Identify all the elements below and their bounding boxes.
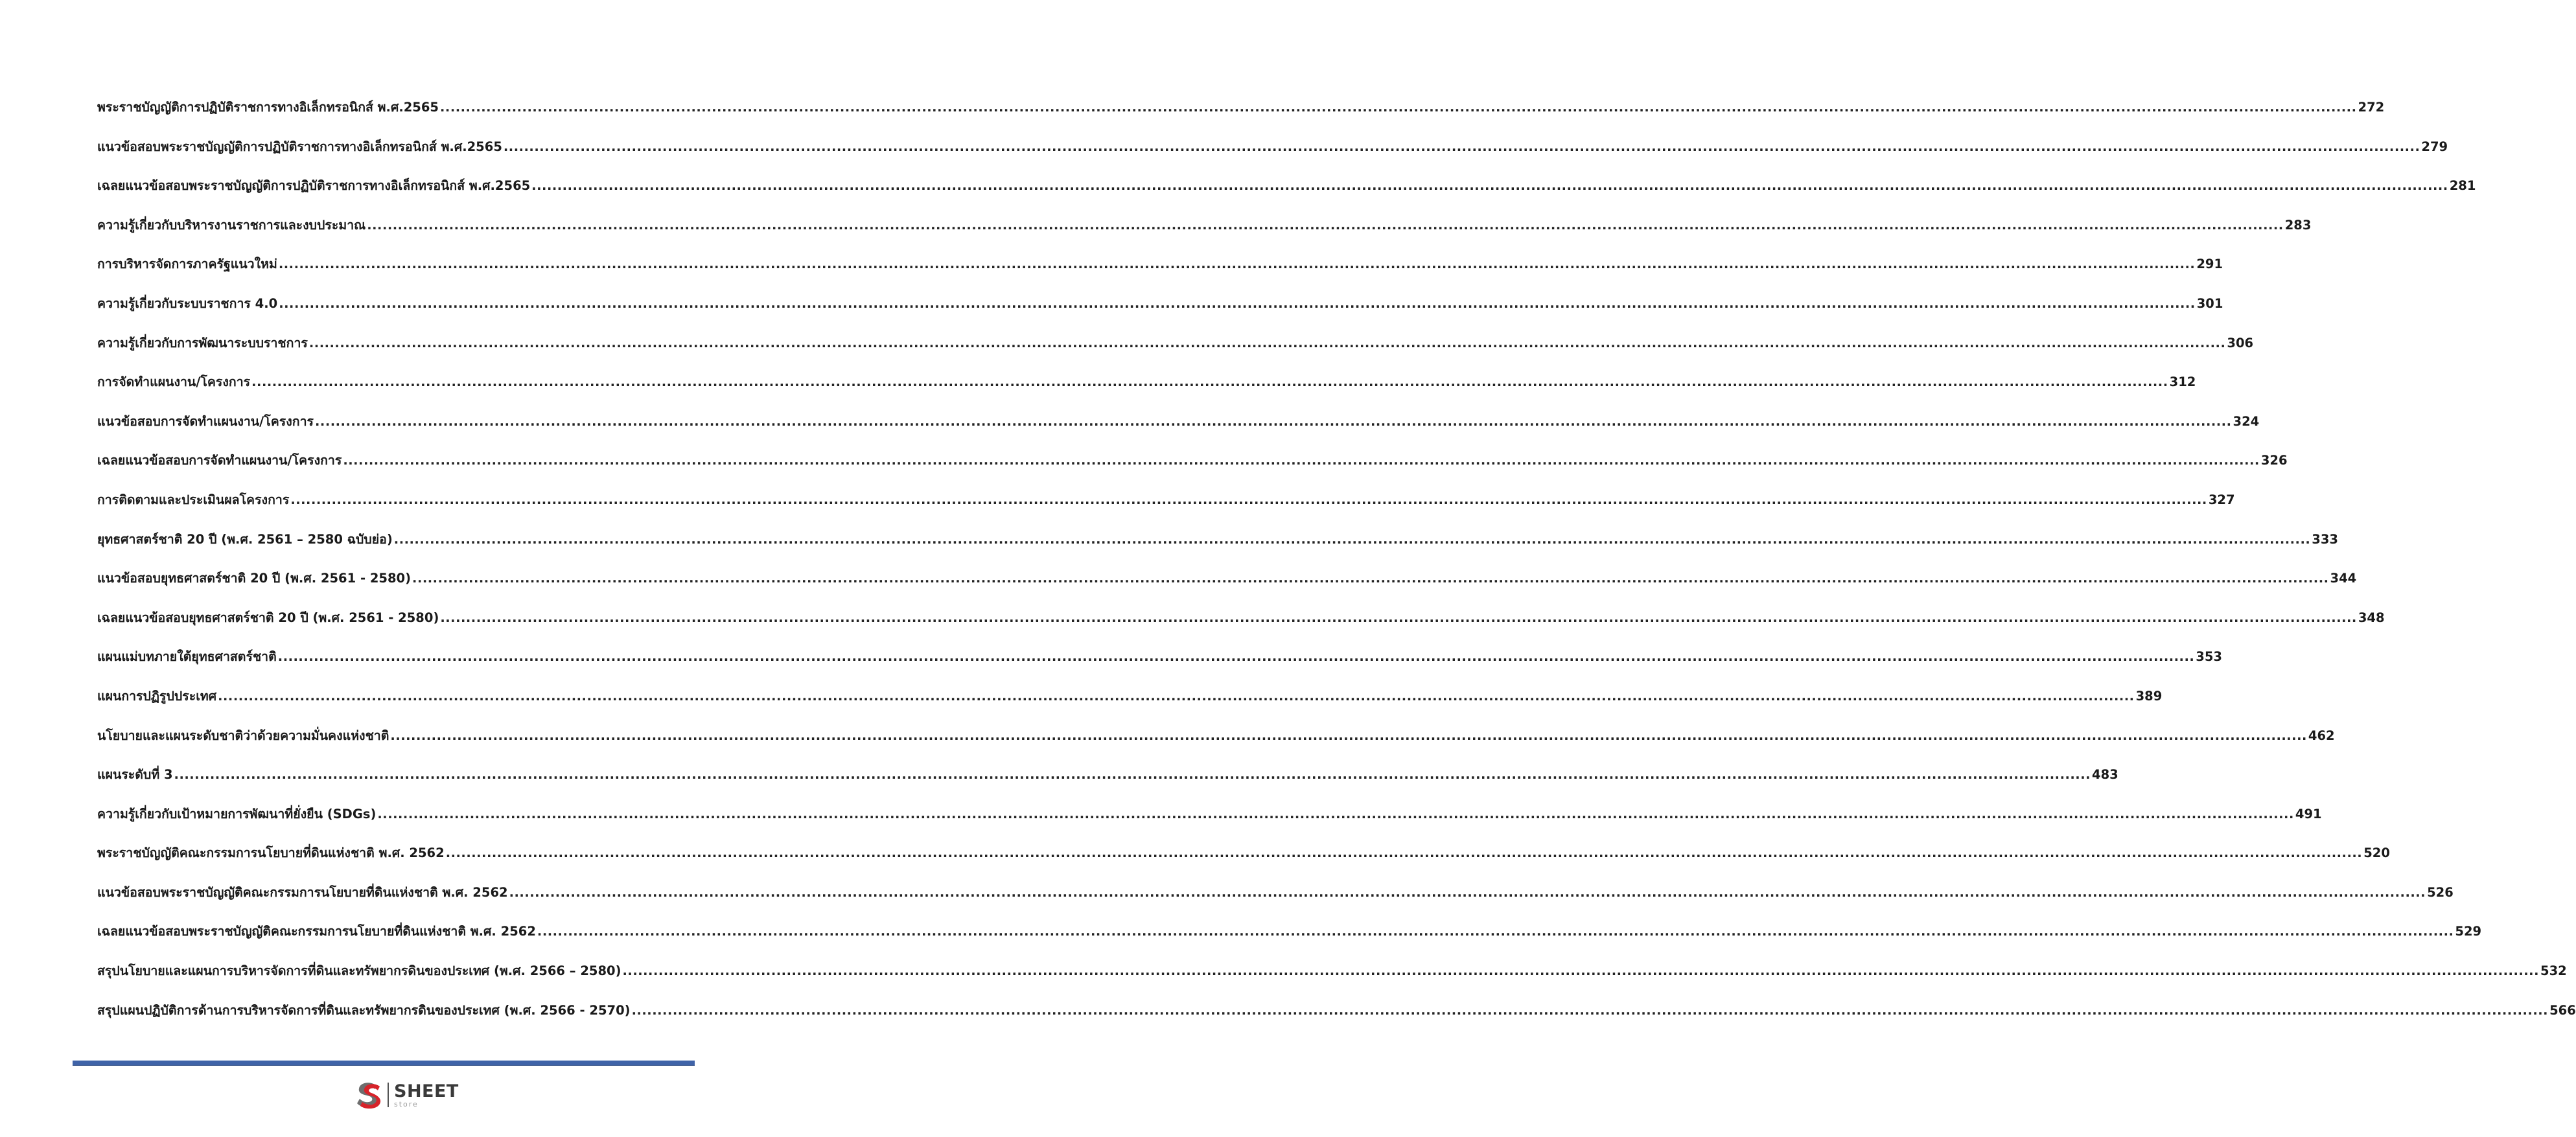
logo-separator [388, 1083, 389, 1107]
toc-entry-title: แนวข้อสอบพระราชบัญญัติคณะกรรมการนโยบายที่ดินแห่งชาติ พ.ศ. 2562 [97, 884, 508, 900]
toc-entry-page-number: 306 [2227, 335, 2254, 350]
toc-entry-page-number: 326 [2260, 453, 2288, 468]
sheet-store-s-icon [354, 1080, 384, 1110]
toc-entry [97, 293, 2223, 333]
toc-entry-title: ความรู้เกี่ยวกับระบบราชการ 4.0 [97, 295, 278, 311]
toc-leader-dots [390, 728, 2307, 743]
toc-entry-title: ความรู้เกี่ยวกับบริหารงานราชการและงบประมาณ [97, 217, 366, 233]
toc-leader-dots [412, 571, 2329, 586]
toc-leader-dots [394, 532, 2311, 547]
toc-entry [97, 608, 2385, 647]
toc-entry [97, 411, 2260, 451]
toc-entry-page-number: 353 [2196, 649, 2223, 665]
toc-entry-title: พระราชบัญญัติคณะกรรมการนโยบายที่ดินแห่งชาติ พ.ศ. 2562 [97, 845, 445, 861]
toc-entry [97, 450, 2288, 490]
toc-entry-title: แผนการปฏิรูปประเทศ [97, 688, 217, 704]
toc-entry-page-number: 348 [2358, 610, 2385, 625]
toc-entry [97, 372, 2196, 411]
toc-entry-page-number: 324 [2233, 413, 2260, 429]
toc-entry [97, 764, 2118, 804]
logo-word: SHEET [394, 1081, 459, 1101]
toc-entry [97, 647, 2223, 686]
toc-entry [97, 215, 2312, 255]
toc-entry-title: การติดตามและประเมินผลโครงการ [97, 492, 290, 507]
toc-leader-dots [509, 885, 2426, 900]
logo-subword: store [394, 1099, 419, 1108]
toc-leader-dots [290, 492, 2207, 507]
toc-leader-dots [174, 767, 2091, 782]
toc-entry [97, 333, 2254, 373]
toc-leader-dots [251, 374, 2168, 389]
toc-entry-page-number: 291 [2196, 257, 2223, 272]
toc-entry-page-number: 344 [2330, 571, 2357, 586]
toc-entry-page-number: 520 [2363, 845, 2390, 861]
toc-entry-page-number: 327 [2208, 492, 2235, 507]
logo-text [394, 1083, 459, 1108]
toc-entry [97, 568, 2357, 608]
toc-leader-dots [279, 296, 2196, 311]
toc-entry-title: แนวข้อสอบยุทธศาสตร์ชาติ 20 ปี (พ.ศ. 2561 - 2580) [97, 571, 412, 586]
toc-entry-page-number: 279 [2421, 139, 2448, 154]
toc-leader-dots [309, 336, 2226, 350]
toc-leader-dots [440, 610, 2357, 625]
toc-entry [97, 137, 2448, 176]
toc-leader-dots [343, 453, 2260, 468]
sheet-store-logo [354, 1078, 459, 1112]
toc-leader-dots [278, 649, 2195, 664]
toc-entry-title: ยุทธศาสตร์ชาติ 20 ปี (พ.ศ. 2561 – 2580 ฉบับย่อ) [97, 531, 393, 547]
toc-leader-dots [446, 845, 2363, 860]
toc-leader-dots [279, 257, 2196, 271]
toc-entry [97, 176, 2476, 215]
toc-entry-page-number: 483 [2092, 767, 2118, 783]
toc-entry [97, 686, 2163, 726]
toc-leader-dots [504, 139, 2420, 154]
toc-leader-dots [440, 100, 2357, 115]
toc-entry-title: แผนระดับที่ 3 [97, 767, 173, 783]
toc-leader-dots [367, 218, 2284, 233]
toc-entry [97, 961, 2567, 1000]
toc-leader-dots [377, 807, 2294, 821]
toc-entry [97, 1000, 2576, 1040]
toc-entry [97, 882, 2454, 922]
toc-entry-page-number: 312 [2169, 374, 2196, 390]
toc-leader-dots [315, 414, 2232, 429]
toc-entry [97, 843, 2390, 882]
toc-entry-title: สรุปนโยบายและแผนการบริหารจัดการที่ดินและทรัพยากรดินของประเทศ (พ.ศ. 2566 – 2580) [97, 963, 621, 979]
toc-leader-dots [632, 1003, 2549, 1018]
toc-entry [97, 254, 2223, 293]
toc-leader-dots [218, 689, 2135, 704]
toc-entry-page-number: 333 [2312, 531, 2338, 547]
toc-entry-page-number: 281 [2449, 178, 2476, 194]
toc-entry-title: ความรู้เกี่ยวกับการพัฒนาระบบราชการ [97, 335, 308, 350]
table-of-contents [97, 97, 2576, 1039]
toc-entry-title: เฉลยแนวข้อสอบการจัดทำแผนงาน/โครงการ [97, 453, 342, 468]
toc-leader-dots [537, 924, 2454, 939]
toc-entry-page-number: 566 [2549, 1002, 2576, 1018]
toc-entry-page-number: 462 [2308, 728, 2335, 743]
toc-entry-title: เฉลยแนวข้อสอบยุทธศาสตร์ชาติ 20 ปี (พ.ศ. 2561 - 2580) [97, 610, 439, 625]
toc-entry-title: สรุปแผนปฏิบัติการด้านการบริหารจัดการที่ดินและทรัพยากรดินของประเทศ (พ.ศ. 2566 - 2570) [97, 1002, 631, 1018]
toc-entry-title: เฉลยแนวข้อสอบพระราชบัญญัติคณะกรรมการนโยบายที่ดินแห่งชาติ พ.ศ. 2562 [97, 924, 536, 939]
toc-entry [97, 804, 2322, 844]
toc-entry [97, 921, 2482, 961]
toc-entry-title: แผนแม่บทภายใต้ยุทธศาสตร์ชาติ [97, 649, 277, 665]
toc-entry-title: ความรู้เกี่ยวกับเป้าหมายการพัฒนาที่ยั่งยืน (SDGs) [97, 806, 377, 821]
toc-entry [97, 97, 2385, 137]
toc-entry-page-number: 529 [2455, 924, 2482, 939]
toc-entry-title: การจัดทำแผนงาน/โครงการ [97, 374, 251, 390]
toc-entry [97, 726, 2335, 765]
toc-entry-page-number: 526 [2427, 884, 2454, 900]
footer-rule [73, 1061, 695, 1066]
toc-leader-dots [623, 963, 2540, 978]
toc-entry-page-number: 389 [2135, 688, 2163, 704]
toc-entry [97, 529, 2338, 569]
toc-leader-dots [531, 178, 2448, 193]
toc-entry [97, 490, 2235, 529]
toc-entry-title: เฉลยแนวข้อสอบพระราชบัญญัติการปฏิบัติราชการทางอิเล็กทรอนิกส์ พ.ศ.2565 [97, 178, 531, 194]
toc-entry-title: การบริหารจัดการภาครัฐแนวใหม่ [97, 257, 277, 272]
toc-entry-page-number: 283 [2284, 217, 2312, 233]
toc-entry-title: พระราชบัญญัติการปฏิบัติราชการทางอิเล็กทรอนิกส์ พ.ศ.2565 [97, 100, 439, 115]
toc-entry-page-number: 272 [2358, 100, 2385, 115]
toc-entry-page-number: 301 [2196, 295, 2223, 311]
toc-entry-page-number: 491 [2295, 806, 2322, 821]
toc-entry-title: นโยบายและแผนระดับชาติว่าด้วยความมั่นคงแห่งชาติ [97, 728, 389, 743]
toc-entry-title: แนวข้อสอบพระราชบัญญัติการปฏิบัติราชการทางอิเล็กทรอนิกส์ พ.ศ.2565 [97, 139, 502, 154]
toc-entry-title: แนวข้อสอบการจัดทำแผนงาน/โครงการ [97, 413, 314, 429]
toc-entry-page-number: 532 [2540, 963, 2567, 979]
